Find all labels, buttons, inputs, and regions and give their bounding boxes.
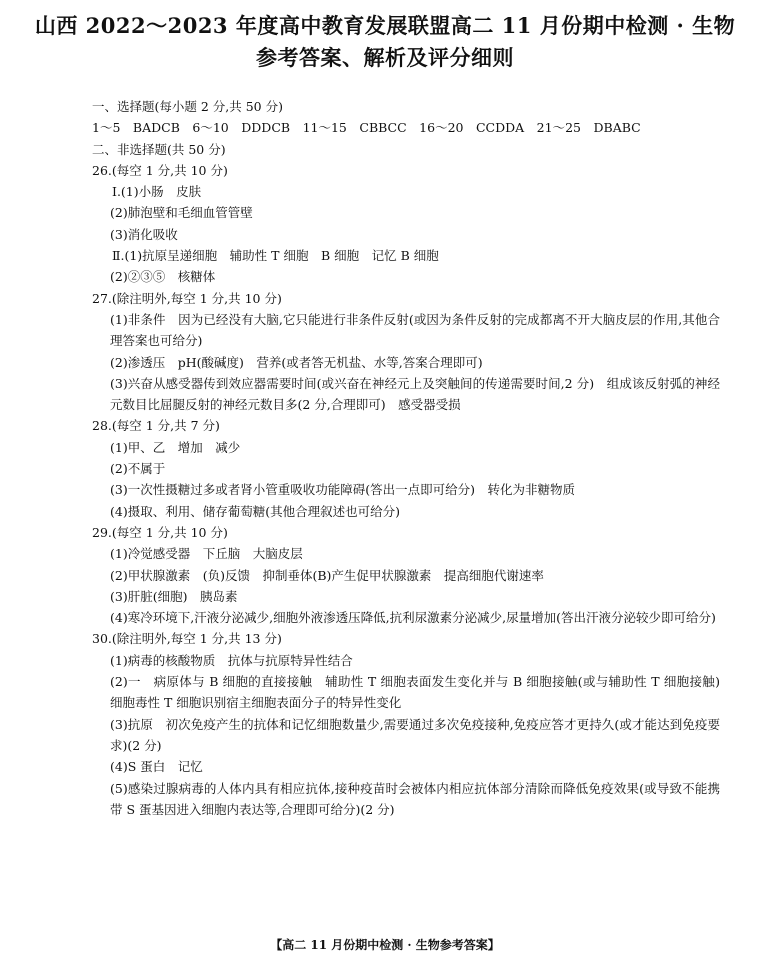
answer-line: (1)冷觉感受器 下丘脑 大脑皮层 (110, 546, 303, 562)
section-heading-choice: 一、选择题(每小题 2 分,共 50 分) (92, 99, 283, 114)
section-heading-nonchoice: 二、非选择题(共 50 分) (92, 141, 226, 157)
answer-line: (2)②③⑤ 核糖体 (110, 269, 216, 285)
page-footer: 【高二 11 月份期中检测 · 生物参考答案】 (270, 938, 500, 952)
answer-line: (3)消化吸收 (110, 226, 178, 242)
answer-line: (1)甲、乙 增加 减少 (110, 439, 241, 455)
question-27-heading: 27.(除注明外,每空 1 分,共 10 分) (92, 290, 282, 306)
answer-line: Ⅱ.(1)抗原呈递细胞 辅助性 T 细胞 B 细胞 记忆 B 细胞 (112, 248, 439, 264)
question-30-heading: 30.(除注明外,每空 1 分,共 13 分) (92, 631, 282, 647)
answer-line: (2)一 病原体与 B 细胞的直接接触 辅助性 T 细胞表面发生变化并与 B 细胞接触(或与辅助性 T 细胞接触) 细胞毒性 T 细胞识别宿主细胞表面分子的特异性变化 (110, 674, 733, 711)
answer-line: (3)抗原 初次免疫产生的抗体和记忆细胞数量少,需要通过多次免疫接种,免疫应答才更持久(或才能达到免疫要求)(2 分) (110, 716, 720, 753)
answer-line: (2)肺泡壁和毛细血管管壁 (110, 205, 253, 221)
question-26-heading: 26.(每空 1 分,共 10 分) (92, 162, 228, 178)
answer-line: (3)一次性摄糖过多或者肾小管重吸收功能障碍(答出一点即可给分) 转化为非糖物质 (110, 482, 575, 498)
question-29-heading: 29.(每空 1 分,共 10 分) (92, 524, 228, 540)
choice-answers: 1～5 BADCB 6～10 DDDCB 11～15 CBBCC 16～20 CCDDA 21～25 DBABC (92, 120, 641, 136)
answer-line: (2)不属于 (110, 461, 166, 477)
answer-body (92, 96, 733, 820)
answer-line: (3)兴奋从感受器传到效应器需要时间(或兴奋在神经元上及突触间的传递需要时间,2 分) 组成该反射弧的神经元数目比屈腿反射的神经元数目多(2 分,合理即可) 感受器受损 (110, 375, 720, 413)
answer-line: (3)肝脏(细胞) 胰岛素 (110, 588, 238, 604)
question-28-heading: 28.(每空 1 分,共 7 分) (92, 418, 220, 434)
page-subtitle: 参考答案、解析及评分细则 (256, 45, 514, 70)
answer-line: (5)感染过腺病毒的人体内具有相应抗体,接种疫苗时会被体内相应抗体部分清除而降低免疫效果(或导致不能携带 S 蛋基因进入细胞内表达等,合理即可给分)(2 分) (110, 780, 720, 817)
answer-line: (4)摄取、利用、储存葡萄糖(其他合理叙述也可给分) (110, 503, 400, 519)
answer-line: (4)S 蛋白 记忆 (110, 759, 203, 775)
answer-line: (1)非条件 因为已经没有大脑,它只能进行非条件反射(或因为条件反射的完成都离不开大脑皮层的作用,其他合理答案也可给分) (110, 311, 720, 349)
page-title: 山西 2022～2023 年度高中教育发展联盟高二 11 月份期中检测 · 生物 (34, 13, 736, 38)
answer-line: (1)病毒的核酸物质 抗体与抗原特异性结合 (110, 652, 353, 668)
answer-line: (2)渗透压 pH(酸碱度) 营养(或者答无机盐、水等,答案合理即可) (110, 354, 483, 370)
answer-line: (2)甲状腺激素 (负)反馈 抑制垂体(B)产生促甲状腺激素 提高细胞代谢速率 (110, 567, 544, 583)
answer-line: Ⅰ.(1)小肠 皮肤 (112, 184, 202, 200)
answer-line: (4)寒冷环境下,汗液分泌减少,细胞外液渗透压降低,抗利尿激素分泌减少,尿量增加(答出汗液分泌较少即可给分) (110, 610, 716, 626)
